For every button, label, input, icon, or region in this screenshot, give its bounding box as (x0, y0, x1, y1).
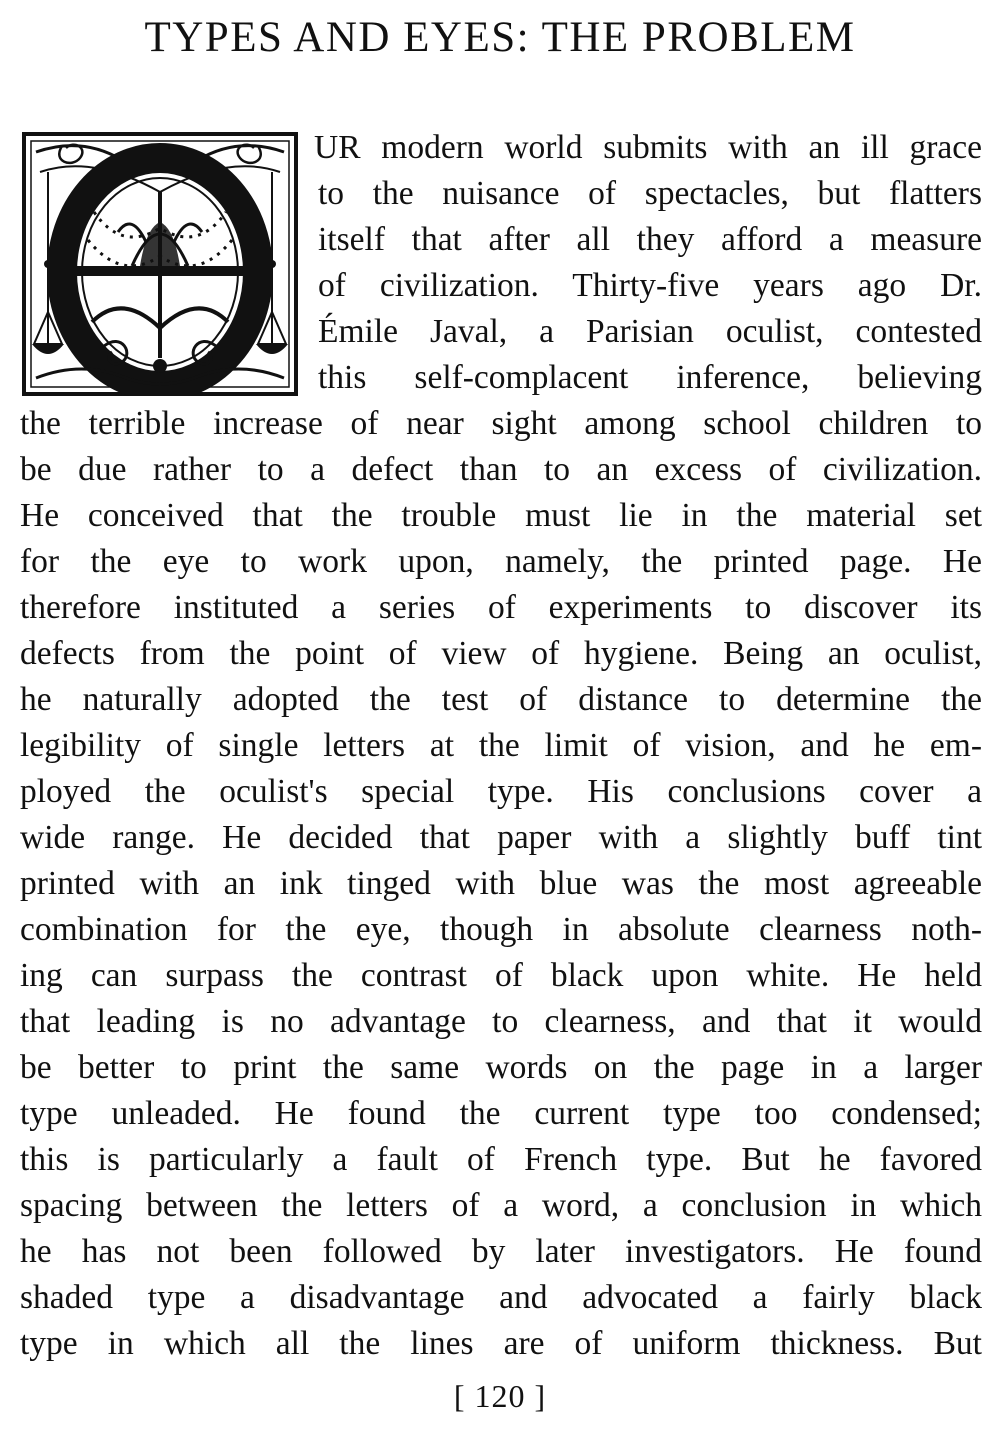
body-line: for the eye to work upon, namely, the printed page. He (20, 543, 982, 580)
ornamental-initial-o-icon (22, 132, 298, 396)
body-line: therefore instituted a series of experiments to discover its (20, 589, 982, 626)
body-line: spacing between the letters of a word, a conclusion in which (20, 1187, 982, 1224)
body-line: type unleaded. He found the current type too condensed; (20, 1095, 982, 1132)
body-line: this self-complacent inference, believing (318, 359, 982, 396)
body-line: itself that after all they afford a measure (318, 221, 982, 258)
body-line: he naturally adopted the test of distance to determine the (20, 681, 982, 718)
body-line: UR modern world submits with an ill grace (314, 129, 982, 166)
running-head: TYPES AND EYES: THE PROBLEM (144, 14, 856, 61)
body-line: of civilization. Thirty-five years ago Dr. (318, 267, 982, 304)
body-line: ployed the oculist's special type. His conclusions cover a (20, 773, 982, 810)
body-line: that leading is no advantage to clearness, and that it would (20, 1003, 982, 1040)
body-line: ing can surpass the contrast of black upon white. He held (20, 957, 982, 994)
page-number: [ 120 ] (453, 1378, 547, 1414)
body-line: shaded type a disadvantage and advocated a fairly black (20, 1279, 982, 1316)
body-line: be better to print the same words on the page in a larger (20, 1049, 982, 1086)
body-line: type in which all the lines are of uniform thickness. But (20, 1325, 982, 1362)
body-line: combination for the eye, though in absolute clearness noth- (20, 911, 982, 948)
body-line: the terrible increase of near sight among school children to (20, 405, 982, 442)
body-line: printed with an ink tinged with blue was the most agreeable (20, 865, 982, 902)
body-line: be due rather to a defect than to an excess of civilization. (20, 451, 982, 488)
body-line: defects from the point of view of hygiene. Being an oculist, (20, 635, 982, 672)
body-line: He conceived that the trouble must lie in the material set (20, 497, 982, 534)
body-line: he has not been followed by later investigators. He found (20, 1233, 982, 1270)
body-line: wide range. He decided that paper with a slightly buff tint (20, 819, 982, 856)
body-line: to the nuisance of spectacles, but flatters (318, 175, 982, 212)
body-line: legibility of single letters at the limit of vision, and he em- (20, 727, 982, 764)
body-line: Émile Javal, a Parisian oculist, contested (318, 313, 982, 350)
body-line: this is particularly a fault of French type. But he favored (20, 1141, 982, 1178)
